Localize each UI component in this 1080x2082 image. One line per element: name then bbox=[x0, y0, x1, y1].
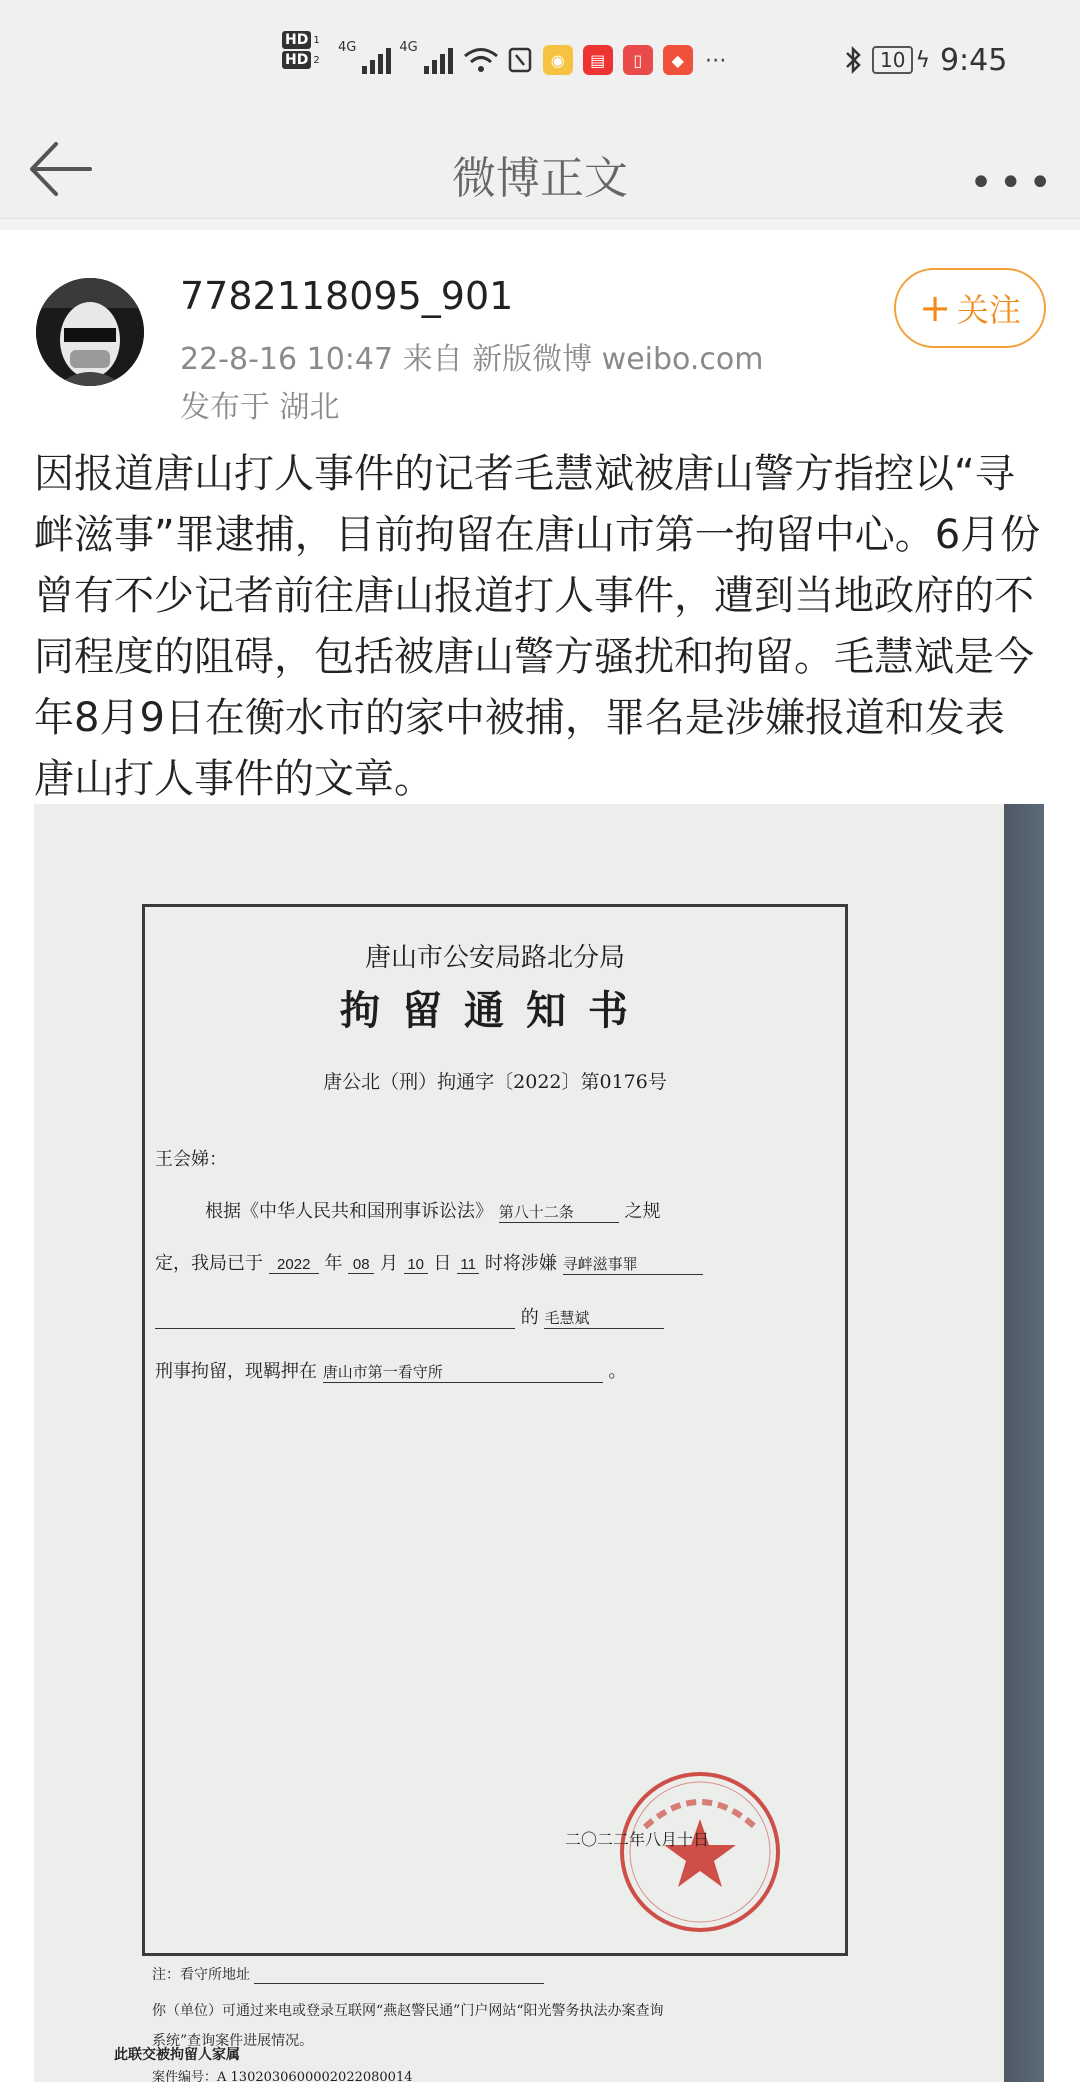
hour-label: 时将涉嫌 bbox=[484, 1253, 557, 1274]
detain-year: 2022 bbox=[269, 1256, 319, 1274]
hd1-icon: HD bbox=[282, 31, 311, 49]
signal2-icon bbox=[424, 46, 453, 74]
follow-label: 关注 bbox=[956, 291, 1021, 329]
nav-bar bbox=[0, 120, 1080, 219]
line4-prefix: 刑事拘留，现羁押在 bbox=[155, 1361, 317, 1382]
news-app-icon: ▤ bbox=[583, 45, 613, 75]
note-label bbox=[152, 1964, 544, 1984]
clock: 9:45 bbox=[939, 42, 1008, 78]
line1-suffix: 之规 bbox=[624, 1201, 661, 1222]
charge: 寻衅滋事罪 bbox=[563, 1253, 703, 1275]
law-article: 第八十二条 bbox=[499, 1201, 619, 1223]
official-seal-icon bbox=[615, 1767, 785, 1937]
bluetooth-icon bbox=[842, 45, 864, 75]
plus-icon: + bbox=[919, 286, 951, 330]
issuing-agency: 唐山市公安局路北分局 bbox=[364, 943, 625, 973]
month-label: 月 bbox=[379, 1253, 398, 1274]
hd-indicators bbox=[282, 30, 320, 70]
detain-day: 10 bbox=[404, 1256, 428, 1274]
signal1-icon bbox=[362, 46, 391, 74]
post-image[interactable] bbox=[34, 804, 1044, 2082]
sim2-label: 2 bbox=[313, 54, 320, 66]
sim1-label: 1 bbox=[313, 34, 320, 46]
post-card bbox=[0, 230, 1080, 2082]
line3-de: 的 bbox=[520, 1307, 539, 1328]
notice-line-1 bbox=[205, 1197, 660, 1223]
shopping-app-icon: ◆ bbox=[663, 45, 693, 75]
detain-hour: 11 bbox=[457, 1256, 479, 1274]
detention-facility: 唐山市第一看守所 bbox=[323, 1361, 603, 1383]
line2-prefix: 定，我局已于 bbox=[155, 1253, 263, 1274]
status-bar bbox=[0, 0, 1080, 120]
detain-month: 08 bbox=[348, 1256, 374, 1274]
note-label-text: 注：看守所地址 bbox=[152, 1967, 250, 1983]
post-text: 因报道唐山打人事件的记者毛慧斌被唐山警方指控以“寻衅滋事”罪逮捕，目前拘留在唐山市第一拘留中心。6月份曾有不少记者前往唐山报道打人事件，遭到当地政府的不同程度的阻碍，包括被唐山警方骚扰和拘留。毛慧斌是今年8月9日在衡水市的家中被捕，罪名是涉嫌报道和发表唐山打人事件的文章。 bbox=[34, 451, 1041, 802]
note-line-1: 你（单位）可通过来电或登录互联网“燕赵警民通”门户网站“阳光警务执法办案查询 bbox=[152, 2003, 664, 2019]
nfc-icon bbox=[507, 45, 533, 75]
line4-end: 。 bbox=[608, 1361, 627, 1382]
wifi-icon bbox=[463, 45, 499, 75]
weibo-app-icon: ◉ bbox=[543, 45, 573, 75]
reader-app-icon: ▯ bbox=[623, 45, 653, 75]
day-label: 日 bbox=[433, 1253, 452, 1274]
notice-date: 二〇二二年八月十日 bbox=[565, 1830, 710, 1849]
notice-line-3 bbox=[155, 1303, 664, 1329]
more-notifications-icon: ⋯ bbox=[704, 47, 727, 73]
battery-icon: 10 bbox=[872, 46, 913, 74]
avatar[interactable] bbox=[36, 278, 144, 386]
notice-border bbox=[142, 904, 848, 1956]
notice-title: 拘留通知书 bbox=[340, 987, 650, 1034]
network2-label: 4G bbox=[399, 40, 418, 55]
page-title: 微博正文 bbox=[452, 153, 628, 204]
year-label: 年 bbox=[324, 1253, 343, 1274]
post-location: 发布于 湖北 bbox=[180, 390, 340, 425]
notice-line-4 bbox=[155, 1357, 626, 1383]
post-meta: 22-8-16 10:47 来自 新版微博 weibo.com bbox=[180, 342, 764, 377]
follow-button[interactable] bbox=[894, 268, 1046, 348]
line1-prefix: 根据《中华人民共和国刑事诉讼法》 bbox=[205, 1201, 493, 1222]
recipient: 王会娣： bbox=[155, 1149, 227, 1170]
notice-line-2 bbox=[155, 1249, 703, 1275]
document-number: 唐公北（刑）拘通字〔2022〕第0176号 bbox=[323, 1071, 667, 1093]
case-number: 案件编号：A 1302030600002022080014 bbox=[152, 2070, 413, 2082]
detention-notice-paper bbox=[34, 804, 1004, 2082]
network1-label: 4G bbox=[338, 40, 357, 55]
username[interactable]: 7782118095_901 bbox=[180, 274, 514, 318]
more-options-icon[interactable]: ••• bbox=[969, 160, 1058, 206]
status-right bbox=[842, 40, 1007, 80]
hd2-icon: HD bbox=[282, 51, 311, 69]
notice-footer: 此联交被拘留人家属 bbox=[114, 2047, 240, 2063]
charging-icon: ϟ bbox=[915, 47, 930, 73]
detainee-name: 毛慧斌 bbox=[544, 1307, 664, 1329]
note-line-2: 系统”查询案件进展情况。 bbox=[152, 2033, 314, 2049]
signal-group bbox=[330, 40, 727, 80]
